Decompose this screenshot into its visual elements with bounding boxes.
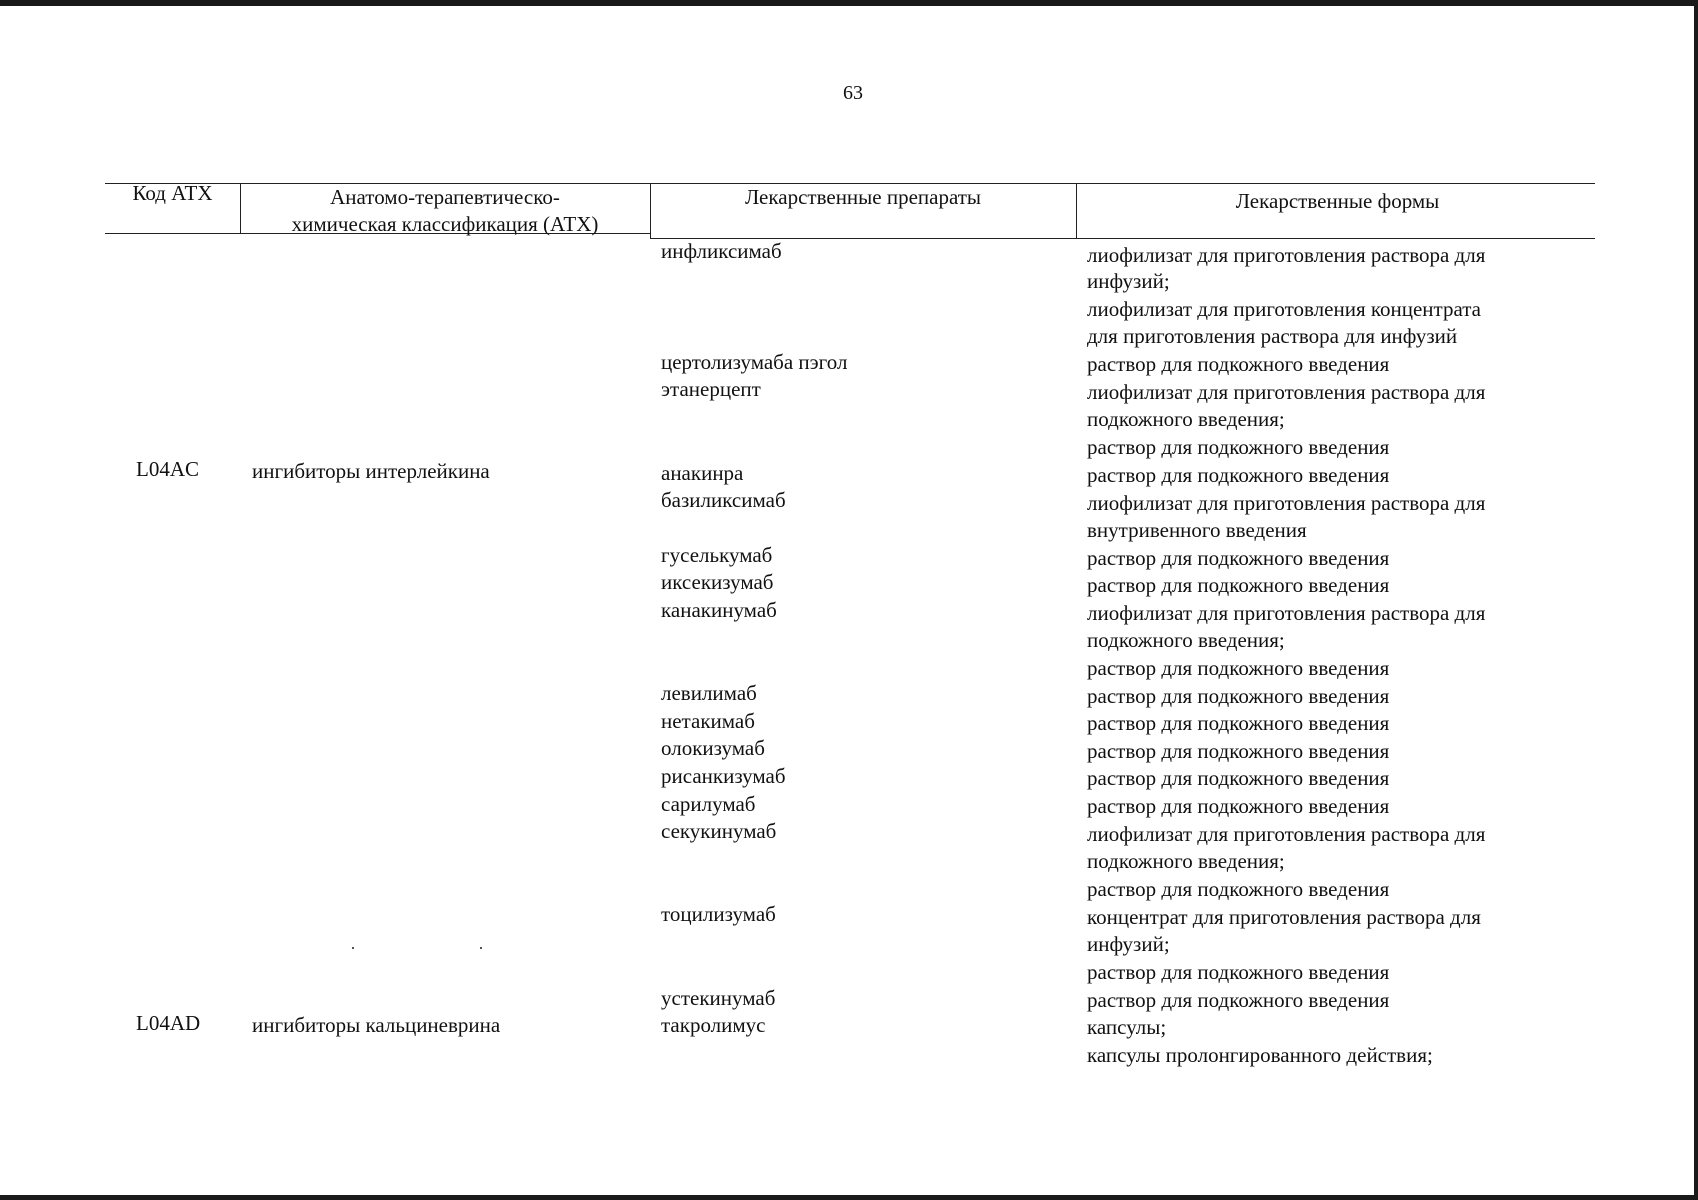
dosage-form-line: раствор для подкожного введения (1087, 988, 1390, 1012)
dosage-form-line: лиофилизат для приготовления раствора для (1087, 822, 1486, 846)
atx-group-name: ингибиторы кальциневрина (252, 1013, 501, 1037)
drug-name: нетакимаб (661, 709, 755, 733)
dosage-form-line: подкожного введения; (1087, 849, 1285, 873)
dosage-form-line: раствор для подкожного введения (1087, 352, 1390, 376)
scan-speck (352, 947, 354, 949)
dosage-form-line: раствор для подкожного введения (1087, 546, 1390, 570)
drug-name: сарилумаб (661, 792, 756, 816)
dosage-form-line: лиофилизат для приготовления концентрата (1087, 297, 1482, 321)
scan-border-bottom (0, 1195, 1698, 1200)
dosage-form-line: лиофилизат для приготовления раствора для (1087, 491, 1486, 515)
drug-name: устекинумаб (661, 986, 776, 1010)
drug-name: этанерцепт (661, 377, 761, 401)
dosage-form-line: подкожного введения; (1087, 407, 1285, 431)
dosage-form-line: внутривенного введения (1087, 518, 1307, 542)
scan-speck (480, 947, 482, 949)
header-classification-line: химическая классификация (АТХ) (291, 212, 599, 236)
page-number: 63 (843, 82, 863, 104)
dosage-form-line: раствор для подкожного введения (1087, 960, 1390, 984)
dosage-form-line: лиофилизат для приготовления раствора для (1087, 601, 1486, 625)
header-classification (245, 184, 645, 238)
header-forms: Лекарственные формы (1235, 189, 1440, 213)
drug-name: такролимус (661, 1013, 766, 1037)
dosage-form-line: раствор для подкожного введения (1087, 435, 1390, 459)
dosage-form-line: инфузий; (1087, 932, 1170, 956)
drug-name: олокизумаб (661, 736, 765, 760)
drug-name: канакинумаб (661, 598, 777, 622)
drug-name: тоцилизумаб (661, 902, 776, 926)
table-column-divider (240, 183, 241, 234)
dosage-form-line: раствор для подкожного введения (1087, 794, 1390, 818)
table-column-divider (650, 183, 651, 239)
dosage-form-line: раствор для подкожного введения (1087, 877, 1390, 901)
dosage-form-line: раствор для подкожного введения (1087, 684, 1390, 708)
dosage-form-line: инфузий; (1087, 269, 1170, 293)
drug-name: секукинумаб (661, 819, 777, 843)
dosage-form-line: раствор для подкожного введения (1087, 656, 1390, 680)
drug-name: цертолизумаба пэгол (661, 350, 848, 374)
drug-name: анакинра (661, 461, 744, 485)
table-header-bottom-rule (650, 238, 1595, 239)
drug-name: базиликсимаб (661, 488, 786, 512)
drug-name: гуселькумаб (661, 543, 773, 567)
header-code: Код АТХ (132, 181, 213, 205)
scan-border-top (0, 0, 1698, 6)
atx-code: L04AC (136, 457, 199, 481)
atx-code: L04AD (136, 1011, 201, 1035)
dosage-form-line: раствор для подкожного введения (1087, 711, 1390, 735)
dosage-form-line: лиофилизат для приготовления раствора для (1087, 380, 1486, 404)
dosage-form-line: лиофилизат для приготовления раствора для (1087, 243, 1486, 267)
drug-name: левилимаб (661, 681, 757, 705)
dosage-form-line: капсулы; (1087, 1015, 1167, 1039)
dosage-form-line: подкожного введения; (1087, 628, 1285, 652)
atx-group-name: ингибиторы интерлейкина (252, 459, 490, 483)
drug-name: иксекизумаб (661, 570, 774, 594)
header-classification-line: Анатомо-терапевтическо- (330, 185, 560, 209)
dosage-form-line: капсулы пролонгированного действия; (1087, 1043, 1433, 1067)
drug-name: рисанкизумаб (661, 764, 786, 788)
header-drugs: Лекарственные препараты (744, 185, 982, 209)
drug-name: инфликсимаб (661, 239, 782, 263)
scan-border-right (1694, 0, 1698, 1200)
dosage-form-line: раствор для подкожного введения (1087, 573, 1390, 597)
table-column-divider (1076, 183, 1077, 239)
dosage-form-line: раствор для подкожного введения (1087, 463, 1390, 487)
dosage-form-line: раствор для подкожного введения (1087, 739, 1390, 763)
dosage-form-line: для приготовления раствора для инфузий (1087, 324, 1458, 348)
dosage-form-line: концентрат для приготовления раствора для (1087, 905, 1481, 929)
dosage-form-line: раствор для подкожного введения (1087, 766, 1390, 790)
